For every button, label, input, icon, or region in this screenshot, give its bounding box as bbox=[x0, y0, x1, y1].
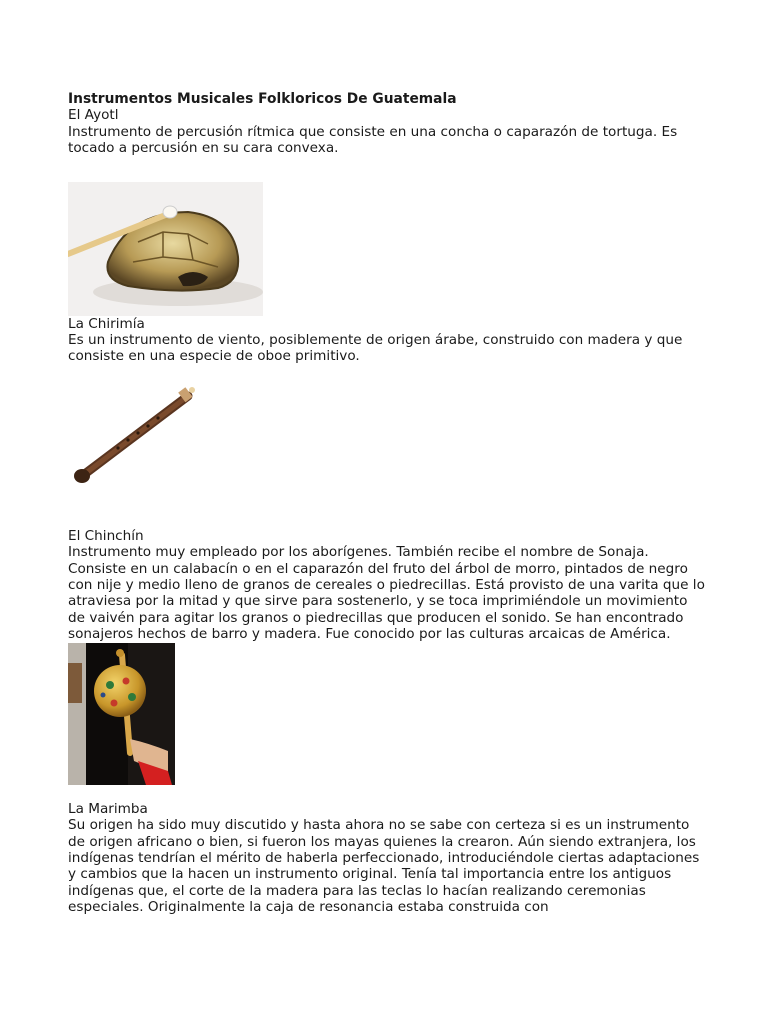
section-heading-chirimia: La Chirimía bbox=[68, 315, 145, 332]
section-heading-ayotl: El Ayotl bbox=[68, 107, 119, 124]
section-text-chinchin: Instrumento muy empleado por los aborígenes. También recibe el nombre de Sonaja. Consiste en un calabacín o en el caparazón del fruto del árbol de morro, pintados de negro con nije y medio lleno de granos de cereales o piedrecillas. Está provisto de una varita que lo atraviesa por la mitad y que sirve para sostenerlo, y se toca imprimiéndole un movimiento de vaivén para agitar los granos o piedrecillas que producen el sonido. Se han encontrado sonajeros hechos de barro y madera. Fue conocido por las culturas arcaicas de América. bbox=[68, 544, 705, 643]
document-page bbox=[68, 91, 708, 916]
section-text-marimba: Su origen ha sido muy discutido y hasta ahora no se sabe con certeza si es un instrumento de origen africano o bien, si fueron los mayas quienes la crearon. Aún siendo extranjera, los indígenas tendrían el mérito de haberla perfeccionado, introduciéndole ciertas adaptaciones y cambios que la hacen un instrumento original. Tenía tal importancia entre los antiguos indígenas que, el corte de la madera para las teclas lo hacían realizando ceremonias especiales. Originalmente la caja de resonancia estaba construida con bbox=[68, 817, 700, 916]
section-text-ayotl: Instrumento de percusión rítmica que consiste en una concha o caparazón de tortuga. Es tocado a percusión en su cara convexa. bbox=[68, 123, 678, 157]
section-heading-chinchin: El Chinchín bbox=[68, 527, 144, 544]
document-title: Instrumentos Musicales Folkloricos De Guatemala bbox=[68, 91, 457, 107]
chirimia-image bbox=[68, 378, 198, 498]
section-heading-marimba: La Marimba bbox=[68, 800, 148, 817]
section-text-chirimia: Es un instrumento de viento, posiblemente de origen árabe, construido con madera y que consiste en una especie de oboe primitivo. bbox=[68, 332, 683, 365]
ayotl-image bbox=[68, 182, 263, 316]
chinchin-image bbox=[68, 643, 175, 785]
